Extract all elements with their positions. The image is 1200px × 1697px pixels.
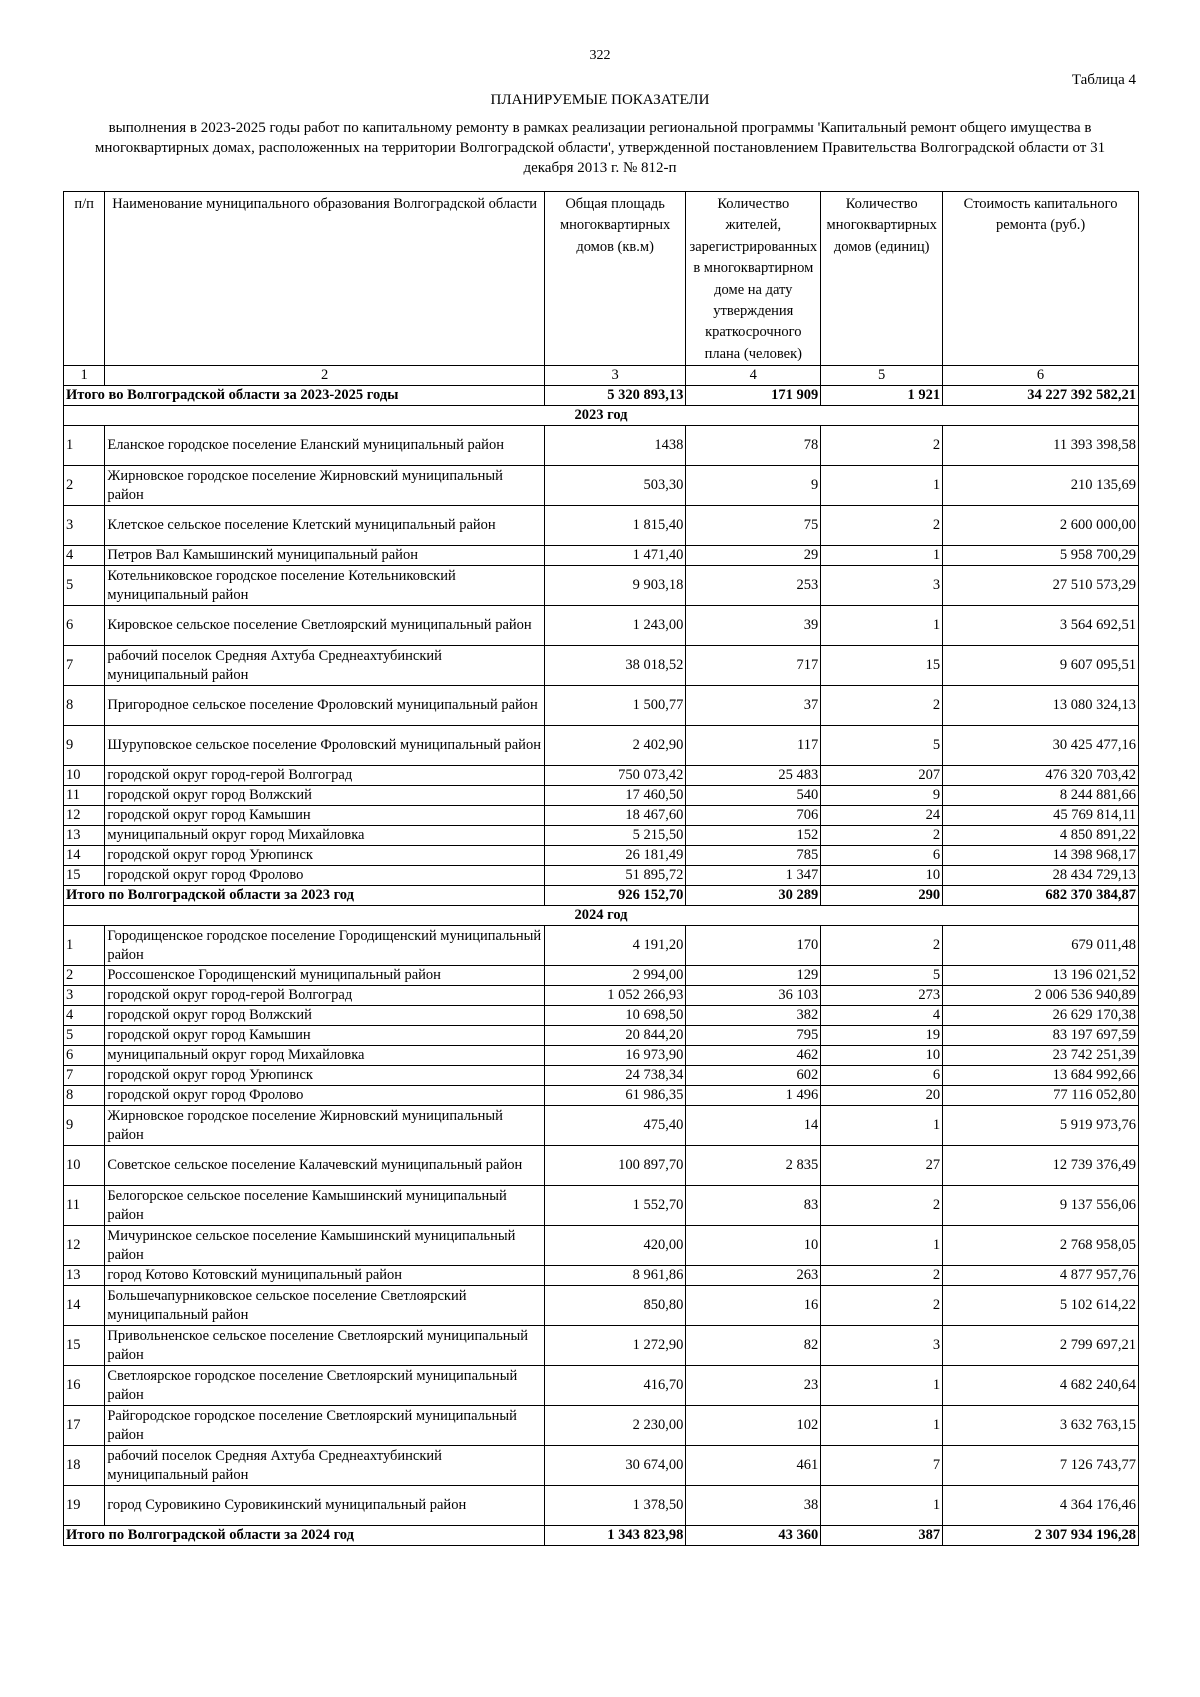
table-row [64,1366,1139,1406]
municipality-name: Россошенское Городищенский муниципальный район [105,966,545,986]
total-area: 5 320 893,13 [544,386,685,406]
row-number: 8 [64,1086,105,1106]
cost-value: 13 196 021,52 [943,966,1139,986]
cost-value: 26 629 170,38 [943,1006,1139,1026]
residents-value: 602 [686,1066,821,1086]
municipality-name: городской округ город-герой Волгоград [105,766,545,786]
row-number: 14 [64,1286,105,1326]
row-number: 14 [64,846,105,866]
row-number: 12 [64,1226,105,1266]
indicators-table [63,191,1139,1546]
header-row [64,192,1139,366]
cost-value: 5 919 973,76 [943,1106,1139,1146]
municipality-name: Жирновское городское поселение Жирновский муниципальный район [105,1106,545,1146]
houses-value: 2 [821,826,943,846]
houses-value: 1 [821,1366,943,1406]
houses-value: 2 [821,426,943,466]
area-value: 4 191,20 [544,926,685,966]
houses-value: 10 [821,1046,943,1066]
houses-value: 6 [821,1066,943,1086]
grand-total-row [64,386,1139,406]
row-number: 11 [64,786,105,806]
table-row [64,1086,1139,1106]
residents-value: 78 [686,426,821,466]
residents-value: 253 [686,566,821,606]
houses-value: 10 [821,866,943,886]
municipality-name: городской округ город Урюпинск [105,1066,545,1086]
area-value: 1 815,40 [544,506,685,546]
municipality-name: городской округ город Волжский [105,786,545,806]
row-number: 3 [64,506,105,546]
municipality-name: Светлоярское городское поселение Светлоярский муниципальный район [105,1366,545,1406]
cost-value: 28 434 729,13 [943,866,1139,886]
area-value: 26 181,49 [544,846,685,866]
column-header: Количество многоквартирных домов (единиц) [821,192,943,366]
table-row [64,846,1139,866]
area-value: 1 552,70 [544,1186,685,1226]
municipality-name: Белогорское сельское поселение Камышинский муниципальный район [105,1186,545,1226]
area-value: 1 471,40 [544,546,685,566]
area-value: 9 903,18 [544,566,685,606]
column-number: 5 [821,366,943,386]
row-number: 7 [64,646,105,686]
municipality-name: городской округ город Фролово [105,866,545,886]
houses-value: 27 [821,1146,943,1186]
houses-value: 3 [821,566,943,606]
total-houses: 1 921 [821,386,943,406]
cost-value: 5 958 700,29 [943,546,1139,566]
total-area: 926 152,70 [544,886,685,906]
residents-value: 16 [686,1286,821,1326]
row-number: 17 [64,1406,105,1446]
residents-value: 1 347 [686,866,821,886]
row-number: 5 [64,566,105,606]
houses-value: 3 [821,1326,943,1366]
cost-value: 83 197 697,59 [943,1026,1139,1046]
cost-value: 30 425 477,16 [943,726,1139,766]
row-number: 11 [64,1186,105,1226]
cost-value: 2 768 958,05 [943,1226,1139,1266]
column-header: Стоимость капитального ремонта (руб.) [943,192,1139,366]
row-number: 4 [64,546,105,566]
residents-value: 170 [686,926,821,966]
area-value: 1 500,77 [544,686,685,726]
residents-value: 785 [686,846,821,866]
column-number: 3 [544,366,685,386]
total-area: 1 343 823,98 [544,1526,685,1546]
municipality-name: Райгородское городское поселение Светлоярский муниципальный район [105,1406,545,1446]
year-total-row [64,1526,1139,1546]
total-label: Итого во Волгоградской области за 2023-2025 годы [64,386,545,406]
municipality-name: Петров Вал Камышинский муниципальный район [105,546,545,566]
cost-value: 3 632 763,15 [943,1406,1139,1446]
municipality-name: рабочий поселок Средняя Ахтуба Среднеахтубинский муниципальный район [105,1446,545,1486]
residents-value: 263 [686,1266,821,1286]
houses-value: 24 [821,806,943,826]
table-row [64,606,1139,646]
houses-value: 2 [821,506,943,546]
row-number: 13 [64,1266,105,1286]
area-value: 10 698,50 [544,1006,685,1026]
table-row [64,1326,1139,1366]
area-value: 1 272,90 [544,1326,685,1366]
area-value: 100 897,70 [544,1146,685,1186]
houses-value: 1 [821,546,943,566]
cost-value: 13 684 992,66 [943,1066,1139,1086]
area-value: 38 018,52 [544,646,685,686]
area-value: 1 378,50 [544,1486,685,1526]
residents-value: 717 [686,646,821,686]
residents-value: 39 [686,606,821,646]
area-value: 2 994,00 [544,966,685,986]
table-row [64,1266,1139,1286]
municipality-name: муниципальный округ город Михайловка [105,826,545,846]
total-cost: 34 227 392 582,21 [943,386,1139,406]
row-number: 9 [64,1106,105,1146]
area-value: 20 844,20 [544,1026,685,1046]
table-row [64,686,1139,726]
table-row [64,1446,1139,1486]
column-number: 6 [943,366,1139,386]
row-number: 1 [64,926,105,966]
residents-value: 82 [686,1326,821,1366]
houses-value: 2 [821,1186,943,1226]
residents-value: 10 [686,1226,821,1266]
municipality-name: городской округ город Волжский [105,1006,545,1026]
houses-value: 2 [821,686,943,726]
table-label: Таблица 4 [1071,72,1136,88]
residents-value: 83 [686,1186,821,1226]
year-total-row [64,886,1139,906]
municipality-name: городской округ город Урюпинск [105,846,545,866]
row-number: 16 [64,1366,105,1406]
table-row [64,1066,1139,1086]
table-row [64,566,1139,606]
residents-value: 102 [686,1406,821,1446]
cost-value: 45 769 814,11 [943,806,1139,826]
column-header: Наименование муниципального образования Волгоградской области [105,192,545,366]
residents-value: 152 [686,826,821,846]
cost-value: 5 102 614,22 [943,1286,1139,1326]
area-value: 16 973,90 [544,1046,685,1066]
year-section-row [64,906,1139,926]
residents-value: 75 [686,506,821,546]
table-row [64,426,1139,466]
residents-value: 129 [686,966,821,986]
houses-value: 1 [821,1106,943,1146]
residents-value: 117 [686,726,821,766]
document-subtitle: выполнения в 2023-2025 годы работ по капитальному ремонту в рамках реализации региональной программы 'Капитальный ремонт общего имущества в многоквартирных домах, расположенных на территории Волгоградской области', утвержденной постановлением Правительства Волгоградской области от 31 декабря 2013 г. № 812-п [94,120,1106,176]
row-number: 12 [64,806,105,826]
cost-value: 679 011,48 [943,926,1139,966]
cost-value: 2 799 697,21 [943,1326,1139,1366]
area-value: 24 738,34 [544,1066,685,1086]
residents-value: 36 103 [686,986,821,1006]
cost-value: 4 850 891,22 [943,826,1139,846]
residents-value: 540 [686,786,821,806]
houses-value: 19 [821,1026,943,1046]
municipality-name: Пригородное сельское поселение Фроловский муниципальный район [105,686,545,726]
houses-value: 2 [821,926,943,966]
total-label: Итого по Волгоградской области за 2024 год [64,1526,545,1546]
row-number: 6 [64,606,105,646]
table-row [64,766,1139,786]
municipality-name: Еланское городское поселение Еланский муниципальный район [105,426,545,466]
row-number: 10 [64,1146,105,1186]
table-row [64,966,1139,986]
residents-value: 1 496 [686,1086,821,1106]
table-row [64,1146,1139,1186]
row-number: 2 [64,966,105,986]
cost-value: 2 600 000,00 [943,506,1139,546]
houses-value: 1 [821,1486,943,1526]
municipality-name: город Котово Котовский муниципальный район [105,1266,545,1286]
residents-value: 2 835 [686,1146,821,1186]
row-number: 2 [64,466,105,506]
area-value: 750 073,42 [544,766,685,786]
residents-value: 29 [686,546,821,566]
page-number: 322 [589,48,611,63]
municipality-name: Мичуринское сельское поселение Камышинский муниципальный район [105,1226,545,1266]
residents-value: 706 [686,806,821,826]
column-number: 2 [105,366,545,386]
municipality-name: Шуруповское сельское поселение Фроловский муниципальный район [105,726,545,766]
area-value: 1438 [544,426,685,466]
residents-value: 14 [686,1106,821,1146]
municipality-name: городской округ город Камышин [105,806,545,826]
residents-value: 795 [686,1026,821,1046]
row-number: 19 [64,1486,105,1526]
table-row [64,1006,1139,1026]
houses-value: 2 [821,1286,943,1326]
table-row [64,1286,1139,1326]
cost-value: 14 398 968,17 [943,846,1139,866]
municipality-name: муниципальный округ город Михайловка [105,1046,545,1066]
table-row [64,1486,1139,1526]
total-cost: 682 370 384,87 [943,886,1139,906]
cost-value: 210 135,69 [943,466,1139,506]
area-value: 5 215,50 [544,826,685,846]
residents-value: 25 483 [686,766,821,786]
table-row [64,506,1139,546]
row-number: 7 [64,1066,105,1086]
municipality-name: Советское сельское поселение Калачевский муниципальный район [105,1146,545,1186]
houses-value: 1 [821,466,943,506]
area-value: 51 895,72 [544,866,685,886]
column-number-row [64,366,1139,386]
municipality-name: Городищенское городское поселение Городищенский муниципальный район [105,926,545,966]
municipality-name: Привольненское сельское поселение Светлоярский муниципальный район [105,1326,545,1366]
area-value: 1 243,00 [544,606,685,646]
cost-value: 3 564 692,51 [943,606,1139,646]
table-row [64,726,1139,766]
cost-value: 4 877 957,76 [943,1266,1139,1286]
municipality-name: Клетское сельское поселение Клетский муниципальный район [105,506,545,546]
municipality-name: городской округ город Камышин [105,1026,545,1046]
houses-value: 5 [821,966,943,986]
total-cost: 2 307 934 196,28 [943,1526,1139,1546]
row-number: 5 [64,1026,105,1046]
row-number: 9 [64,726,105,766]
table-row [64,1026,1139,1046]
residents-value: 382 [686,1006,821,1026]
column-header: Общая площадь многоквартирных домов (кв.м) [544,192,685,366]
residents-value: 23 [686,1366,821,1406]
row-number: 15 [64,866,105,886]
table-row [64,1186,1139,1226]
municipality-name: город Суровикино Суровикинский муниципальный район [105,1486,545,1526]
total-residents: 30 289 [686,886,821,906]
row-number: 8 [64,686,105,726]
cost-value: 476 320 703,42 [943,766,1139,786]
residents-value: 38 [686,1486,821,1526]
column-number: 4 [686,366,821,386]
column-header: п/п [64,192,105,366]
houses-value: 4 [821,1006,943,1026]
column-header: Количество жителей, зарегистрированных в многоквартирном доме на дату утверждения краткосрочного плана (человек) [686,192,821,366]
houses-value: 5 [821,726,943,766]
houses-value: 1 [821,1226,943,1266]
houses-value: 7 [821,1446,943,1486]
cost-value: 77 116 052,80 [943,1086,1139,1106]
table-row [64,986,1139,1006]
municipality-name: Котельниковское городское поселение Котельниковский муниципальный район [105,566,545,606]
row-number: 1 [64,426,105,466]
area-value: 1 052 266,93 [544,986,685,1006]
cost-value: 9 137 556,06 [943,1186,1139,1226]
area-value: 2 402,90 [544,726,685,766]
cost-value: 4 682 240,64 [943,1366,1139,1406]
area-value: 8 961,86 [544,1266,685,1286]
document-title: ПЛАНИРУЕМЫЕ ПОКАЗАТЕЛИ [490,92,710,108]
year-label: 2024 год [64,906,1139,926]
houses-value: 1 [821,1406,943,1446]
municipality-name: Кировское сельское поселение Светлоярский муниципальный район [105,606,545,646]
houses-value: 20 [821,1086,943,1106]
year-label: 2023 год [64,406,1139,426]
row-number: 4 [64,1006,105,1026]
table-row [64,926,1139,966]
area-value: 18 467,60 [544,806,685,826]
municipality-name: рабочий поселок Средняя Ахтуба Среднеахтубинский муниципальный район [105,646,545,686]
table-row [64,546,1139,566]
table-row [64,826,1139,846]
houses-value: 1 [821,606,943,646]
houses-value: 6 [821,846,943,866]
row-number: 10 [64,766,105,786]
cost-value: 7 126 743,77 [943,1446,1139,1486]
area-value: 30 674,00 [544,1446,685,1486]
residents-value: 37 [686,686,821,726]
total-residents: 43 360 [686,1526,821,1546]
row-number: 3 [64,986,105,1006]
total-label: Итого по Волгоградской области за 2023 год [64,886,545,906]
municipality-name: городской округ город-герой Волгоград [105,986,545,1006]
area-value: 61 986,35 [544,1086,685,1106]
table-row [64,1406,1139,1446]
cost-value: 12 739 376,49 [943,1146,1139,1186]
table-row [64,1046,1139,1066]
cost-value: 13 080 324,13 [943,686,1139,726]
table-row [64,1106,1139,1146]
cost-value: 11 393 398,58 [943,426,1139,466]
row-number: 15 [64,1326,105,1366]
column-number: 1 [64,366,105,386]
total-residents: 171 909 [686,386,821,406]
municipality-name: Жирновское городское поселение Жирновский муниципальный район [105,466,545,506]
table-row [64,1226,1139,1266]
area-value: 475,40 [544,1106,685,1146]
area-value: 850,80 [544,1286,685,1326]
row-number: 6 [64,1046,105,1066]
residents-value: 461 [686,1446,821,1486]
area-value: 416,70 [544,1366,685,1406]
year-section-row [64,406,1139,426]
cost-value: 27 510 573,29 [943,566,1139,606]
area-value: 2 230,00 [544,1406,685,1446]
cost-value: 2 006 536 940,89 [943,986,1139,1006]
area-value: 420,00 [544,1226,685,1266]
row-number: 18 [64,1446,105,1486]
residents-value: 462 [686,1046,821,1066]
table-row [64,646,1139,686]
houses-value: 273 [821,986,943,1006]
total-houses: 387 [821,1526,943,1546]
houses-value: 9 [821,786,943,806]
cost-value: 23 742 251,39 [943,1046,1139,1066]
cost-value: 8 244 881,66 [943,786,1139,806]
table-row [64,466,1139,506]
row-number: 13 [64,826,105,846]
residents-value: 9 [686,466,821,506]
cost-value: 9 607 095,51 [943,646,1139,686]
table-row [64,806,1139,826]
houses-value: 2 [821,1266,943,1286]
area-value: 503,30 [544,466,685,506]
municipality-name: Большечапурниковское сельское поселение Светлоярский муниципальный район [105,1286,545,1326]
table-row [64,866,1139,886]
area-value: 17 460,50 [544,786,685,806]
houses-value: 207 [821,766,943,786]
table-row [64,786,1139,806]
cost-value: 4 364 176,46 [943,1486,1139,1526]
houses-value: 15 [821,646,943,686]
municipality-name: городской округ город Фролово [105,1086,545,1106]
total-houses: 290 [821,886,943,906]
